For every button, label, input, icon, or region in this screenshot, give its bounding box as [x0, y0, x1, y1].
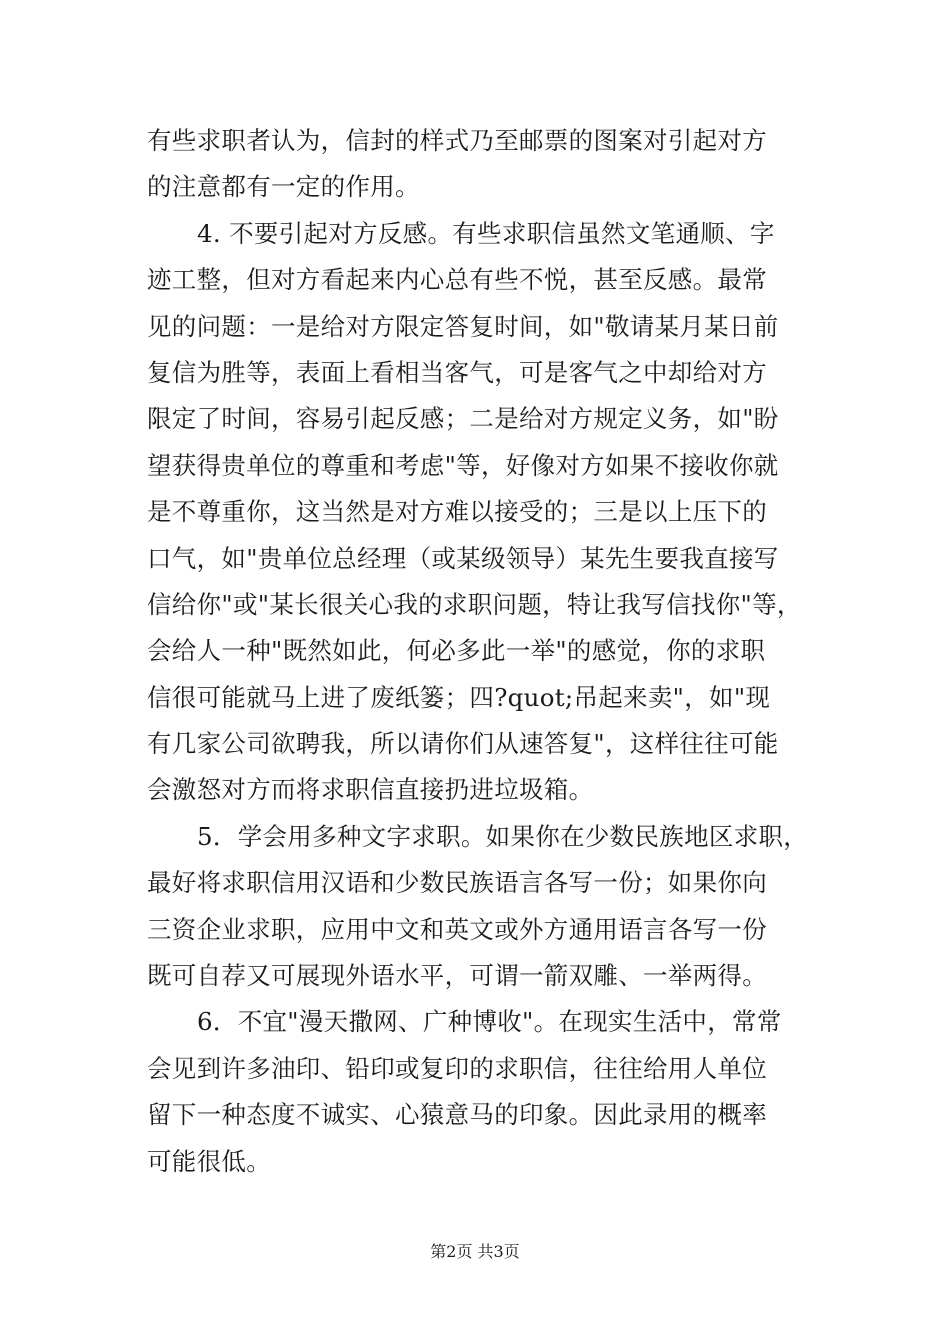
text-line: 是不尊重你，这当然是对方难以接受的；三是以上压下的 [147, 497, 767, 527]
text-line: 有些求职者认为，信封的样式乃至邮票的图案对引起对方 [147, 126, 767, 155]
text-line: 最好将求职信用汉语和少数民族语言各写一份；如果你向 [147, 868, 767, 898]
text-line: 信很可能就马上进了废纸篓；四?quot;吊起来卖"，如"现 [147, 682, 771, 712]
text-line: 有几家公司欲聘我，所以请你们从速答复"，这样往往可能 [147, 729, 779, 759]
text-line: 口气，如"贵单位总经理（或某级领导）某先生要我直接写 [147, 543, 779, 573]
paragraph-start-line: 4. 不要引起对方反感。有些求职信虽然文笔通顺、字 [197, 218, 775, 248]
text-line: 留下一种态度不诚实、心猿意马的印象。因此录用的概率 [147, 1100, 767, 1130]
text-line: 会给人一种"既然如此，何必多此一举"的感觉，你的求职 [147, 636, 766, 666]
paragraph-start-line: 5．学会用多种文字求职。如果你在少数民族地区求职， [197, 821, 809, 851]
text-line: 会见到许多油印、铅印或复印的求职信，往往给用人单位 [147, 1053, 767, 1083]
text-line: 见的问题：一是给对方限定答复时间，如"敬请某月某日前 [147, 311, 779, 341]
text-line: 迹工整，但对方看起来内心总有些不悦，甚至反感。最常 [147, 265, 767, 295]
text-line: 既可自荐又可展现外语水平，可谓一箭双雕、一举两得。 [147, 961, 767, 991]
text-line: 的注意都有一定的作用。 [147, 172, 420, 202]
text-line: 信给你"或"某长很关心我的求职问题，特让我写信找你"等， [147, 589, 802, 619]
paragraph-start-line: 6．不宜"漫天撒网、广种博收"。在现实生活中，常常 [197, 1007, 782, 1037]
text-line: 望获得贵单位的尊重和考虑"等，好像对方如果不接收你就 [147, 450, 779, 480]
text-line: 会激怒对方而将求职信直接扔进垃圾箱。 [147, 775, 594, 805]
document-body [147, 118, 812, 1185]
text-line: 限定了时间，容易引起反感；二是给对方规定义务，如"盼 [147, 404, 779, 434]
page-number-footer: 第2页 共3页 [430, 1242, 520, 1261]
text-line: 复信为胜等，表面上看相当客气，可是客气之中却给对方 [147, 357, 767, 387]
text-line: 三资企业求职，应用中文和英文或外方通用语言各写一份 [147, 914, 767, 944]
text-line: 可能很低。 [147, 1146, 271, 1176]
